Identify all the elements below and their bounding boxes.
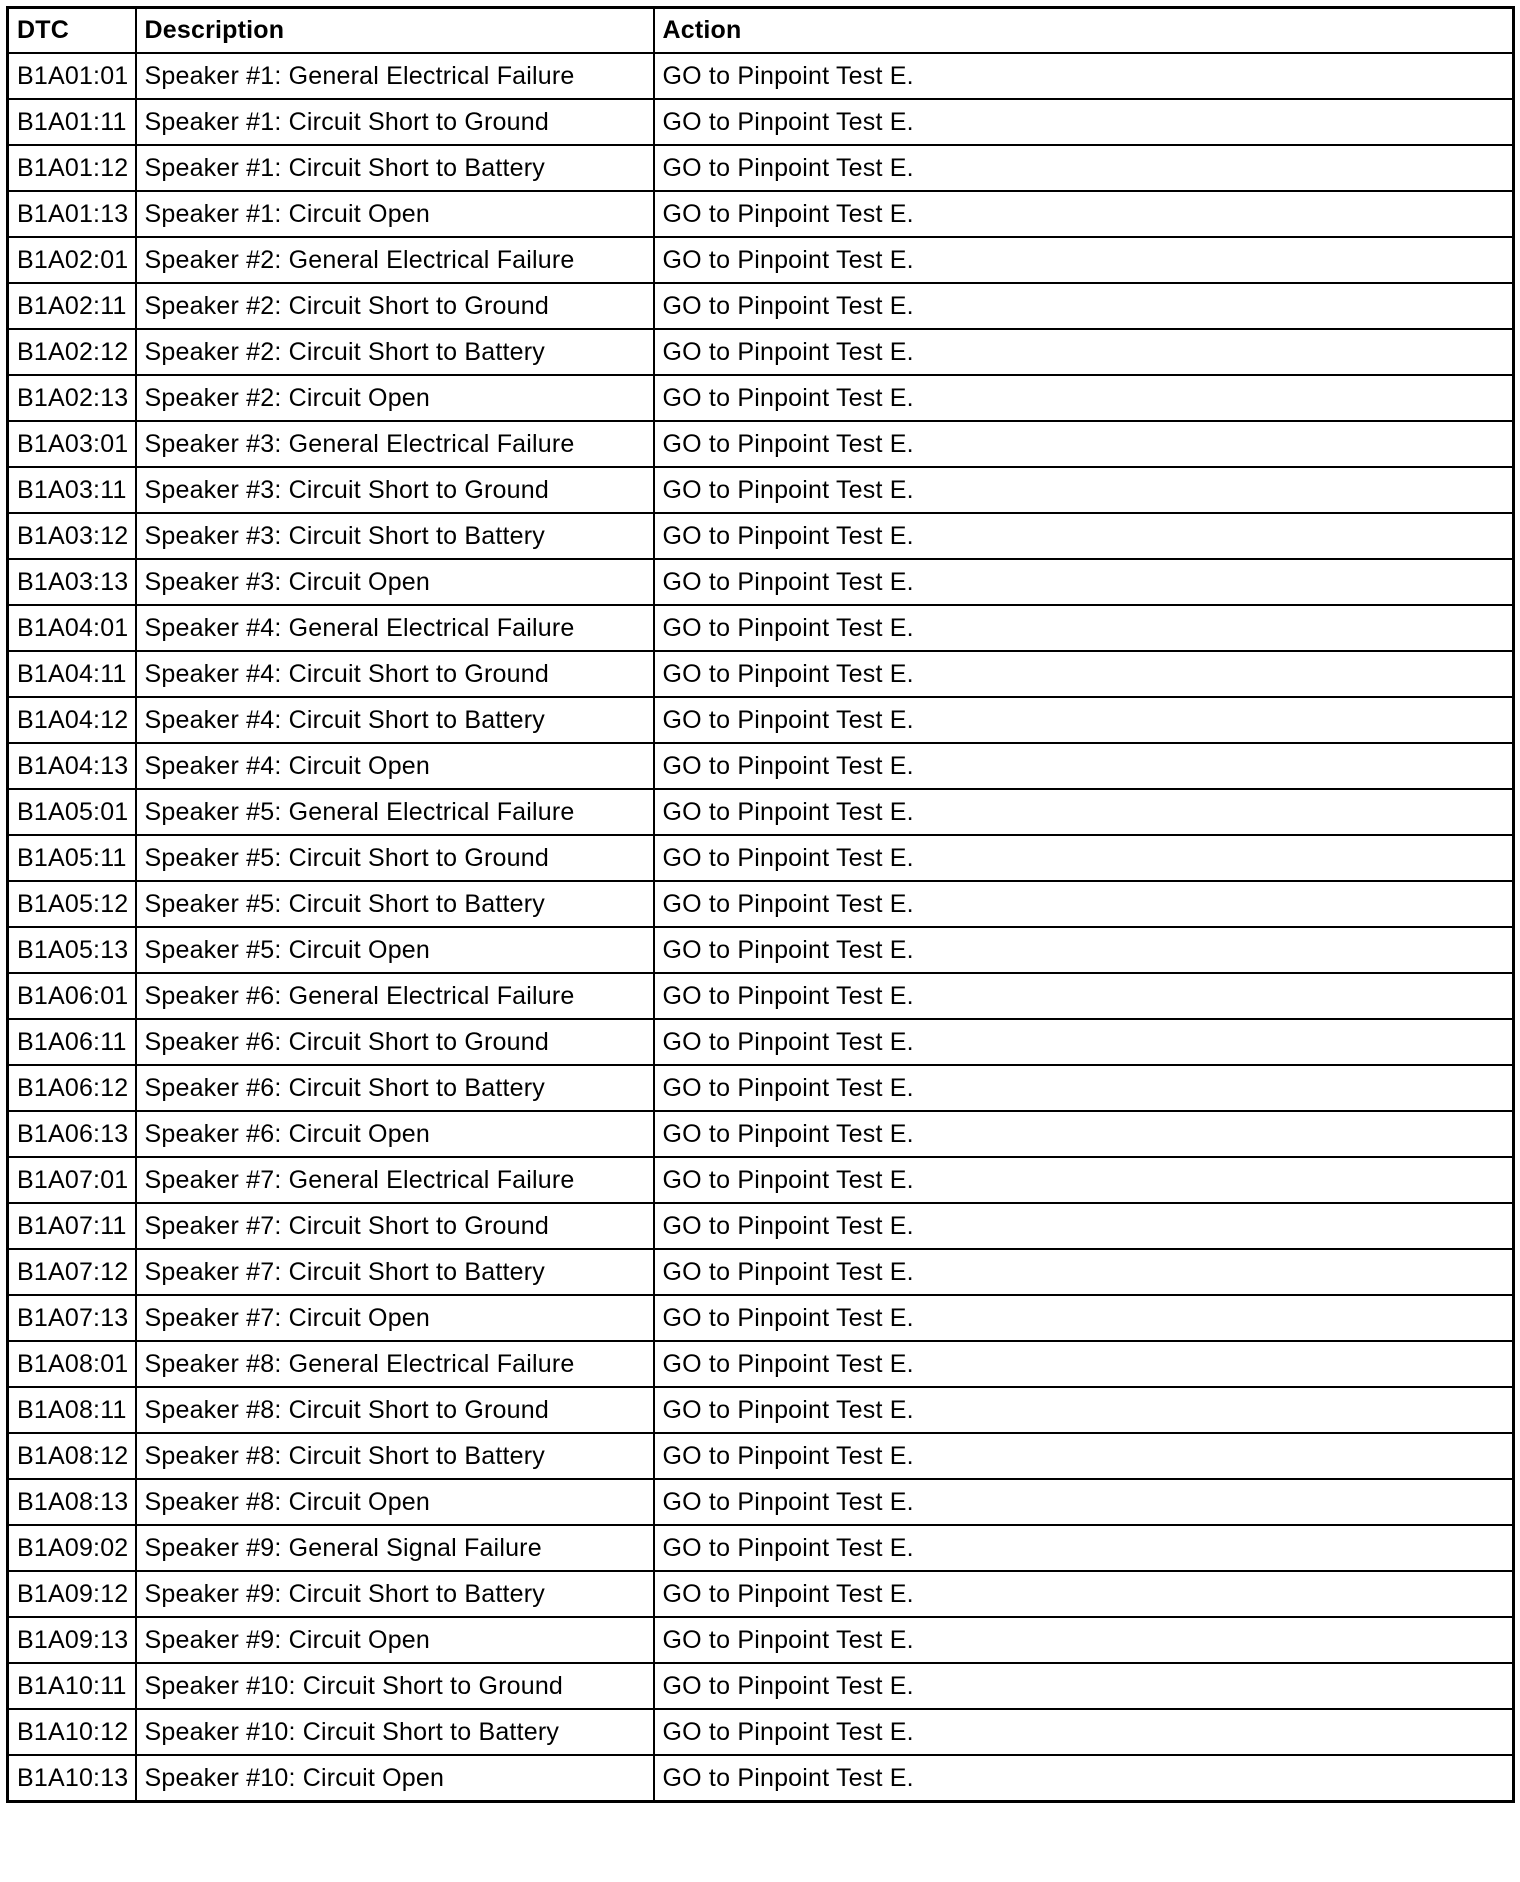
action-cell: GO to Pinpoint Test E. [654, 1111, 1514, 1157]
dtc-cell: B1A03:01 [8, 421, 136, 467]
action-cell: GO to Pinpoint Test E. [654, 1755, 1514, 1802]
table-row [8, 835, 1514, 881]
dtc-cell: B1A09:13 [8, 1617, 136, 1663]
description-cell: Speaker #10: Circuit Short to Battery [136, 1709, 654, 1755]
action-cell: GO to Pinpoint Test E. [654, 1433, 1514, 1479]
action-cell: GO to Pinpoint Test E. [654, 1387, 1514, 1433]
dtc-table [6, 6, 1515, 1803]
dtc-cell: B1A09:02 [8, 1525, 136, 1571]
action-cell: GO to Pinpoint Test E. [654, 1479, 1514, 1525]
table-row [8, 1571, 1514, 1617]
description-cell: Speaker #5: Circuit Short to Ground [136, 835, 654, 881]
dtc-cell: B1A10:12 [8, 1709, 136, 1755]
dtc-cell: B1A04:12 [8, 697, 136, 743]
action-cell: GO to Pinpoint Test E. [654, 145, 1514, 191]
action-cell: GO to Pinpoint Test E. [654, 513, 1514, 559]
table-row [8, 1387, 1514, 1433]
dtc-cell: B1A01:12 [8, 145, 136, 191]
table-row [8, 1755, 1514, 1802]
table-row [8, 513, 1514, 559]
description-cell: Speaker #7: Circuit Short to Battery [136, 1249, 654, 1295]
table-row [8, 973, 1514, 1019]
action-cell: GO to Pinpoint Test E. [654, 605, 1514, 651]
table-row [8, 1065, 1514, 1111]
header-row [8, 8, 1514, 54]
table-row [8, 605, 1514, 651]
table-row [8, 99, 1514, 145]
description-cell: Speaker #8: Circuit Short to Battery [136, 1433, 654, 1479]
dtc-cell: B1A02:11 [8, 283, 136, 329]
description-cell: Speaker #4: General Electrical Failure [136, 605, 654, 651]
description-cell: Speaker #3: General Electrical Failure [136, 421, 654, 467]
table-row [8, 53, 1514, 99]
description-cell: Speaker #5: Circuit Open [136, 927, 654, 973]
dtc-cell: B1A07:13 [8, 1295, 136, 1341]
description-cell: Speaker #1: Circuit Short to Ground [136, 99, 654, 145]
dtc-cell: B1A08:12 [8, 1433, 136, 1479]
action-cell: GO to Pinpoint Test E. [654, 697, 1514, 743]
dtc-cell: B1A01:13 [8, 191, 136, 237]
table-body [8, 53, 1514, 1802]
dtc-cell: B1A06:13 [8, 1111, 136, 1157]
description-cell: Speaker #8: Circuit Open [136, 1479, 654, 1525]
action-cell: GO to Pinpoint Test E. [654, 191, 1514, 237]
description-cell: Speaker #2: Circuit Open [136, 375, 654, 421]
column-header-description: Description [136, 8, 654, 54]
description-cell: Speaker #1: Circuit Open [136, 191, 654, 237]
dtc-cell: B1A04:01 [8, 605, 136, 651]
action-cell: GO to Pinpoint Test E. [654, 375, 1514, 421]
column-header-dtc: DTC [8, 8, 136, 54]
action-cell: GO to Pinpoint Test E. [654, 329, 1514, 375]
table-row [8, 651, 1514, 697]
action-cell: GO to Pinpoint Test E. [654, 99, 1514, 145]
dtc-cell: B1A06:12 [8, 1065, 136, 1111]
description-cell: Speaker #7: General Electrical Failure [136, 1157, 654, 1203]
table-row [8, 789, 1514, 835]
action-cell: GO to Pinpoint Test E. [654, 1295, 1514, 1341]
table-row [8, 467, 1514, 513]
table-row [8, 375, 1514, 421]
dtc-cell: B1A02:12 [8, 329, 136, 375]
dtc-cell: B1A08:01 [8, 1341, 136, 1387]
dtc-cell: B1A05:01 [8, 789, 136, 835]
dtc-cell: B1A06:01 [8, 973, 136, 1019]
table-row [8, 283, 1514, 329]
description-cell: Speaker #9: Circuit Open [136, 1617, 654, 1663]
action-cell: GO to Pinpoint Test E. [654, 1663, 1514, 1709]
description-cell: Speaker #7: Circuit Short to Ground [136, 1203, 654, 1249]
action-cell: GO to Pinpoint Test E. [654, 1065, 1514, 1111]
action-cell: GO to Pinpoint Test E. [654, 237, 1514, 283]
table-header [8, 8, 1514, 54]
description-cell: Speaker #5: General Electrical Failure [136, 789, 654, 835]
table-row [8, 1709, 1514, 1755]
action-cell: GO to Pinpoint Test E. [654, 53, 1514, 99]
dtc-cell: B1A05:11 [8, 835, 136, 881]
description-cell: Speaker #4: Circuit Short to Battery [136, 697, 654, 743]
table-row [8, 1295, 1514, 1341]
table-row [8, 1479, 1514, 1525]
action-cell: GO to Pinpoint Test E. [654, 1249, 1514, 1295]
dtc-cell: B1A01:01 [8, 53, 136, 99]
table-row [8, 927, 1514, 973]
dtc-cell: B1A05:13 [8, 927, 136, 973]
description-cell: Speaker #6: General Electrical Failure [136, 973, 654, 1019]
description-cell: Speaker #2: General Electrical Failure [136, 237, 654, 283]
dtc-cell: B1A03:12 [8, 513, 136, 559]
description-cell: Speaker #3: Circuit Short to Battery [136, 513, 654, 559]
action-cell: GO to Pinpoint Test E. [654, 1617, 1514, 1663]
table-row [8, 1617, 1514, 1663]
description-cell: Speaker #5: Circuit Short to Battery [136, 881, 654, 927]
action-cell: GO to Pinpoint Test E. [654, 789, 1514, 835]
table-row [8, 1203, 1514, 1249]
description-cell: Speaker #4: Circuit Short to Ground [136, 651, 654, 697]
table-row [8, 743, 1514, 789]
action-cell: GO to Pinpoint Test E. [654, 927, 1514, 973]
dtc-cell: B1A10:13 [8, 1755, 136, 1802]
table-row [8, 881, 1514, 927]
table-row [8, 697, 1514, 743]
description-cell: Speaker #8: Circuit Short to Ground [136, 1387, 654, 1433]
table-row [8, 1433, 1514, 1479]
action-cell: GO to Pinpoint Test E. [654, 1709, 1514, 1755]
table-row [8, 1249, 1514, 1295]
description-cell: Speaker #6: Circuit Short to Ground [136, 1019, 654, 1065]
action-cell: GO to Pinpoint Test E. [654, 651, 1514, 697]
description-cell: Speaker #2: Circuit Short to Ground [136, 283, 654, 329]
description-cell: Speaker #7: Circuit Open [136, 1295, 654, 1341]
dtc-cell: B1A04:11 [8, 651, 136, 697]
table-row [8, 1525, 1514, 1571]
description-cell: Speaker #1: Circuit Short to Battery [136, 145, 654, 191]
action-cell: GO to Pinpoint Test E. [654, 835, 1514, 881]
description-cell: Speaker #3: Circuit Open [136, 559, 654, 605]
table-row [8, 191, 1514, 237]
dtc-cell: B1A02:13 [8, 375, 136, 421]
description-cell: Speaker #4: Circuit Open [136, 743, 654, 789]
table-row [8, 1157, 1514, 1203]
description-cell: Speaker #9: General Signal Failure [136, 1525, 654, 1571]
action-cell: GO to Pinpoint Test E. [654, 421, 1514, 467]
action-cell: GO to Pinpoint Test E. [654, 1525, 1514, 1571]
action-cell: GO to Pinpoint Test E. [654, 1571, 1514, 1617]
action-cell: GO to Pinpoint Test E. [654, 881, 1514, 927]
action-cell: GO to Pinpoint Test E. [654, 973, 1514, 1019]
description-cell: Speaker #10: Circuit Short to Ground [136, 1663, 654, 1709]
dtc-cell: B1A08:13 [8, 1479, 136, 1525]
table-row [8, 421, 1514, 467]
table-row [8, 237, 1514, 283]
action-cell: GO to Pinpoint Test E. [654, 1157, 1514, 1203]
action-cell: GO to Pinpoint Test E. [654, 559, 1514, 605]
dtc-cell: B1A01:11 [8, 99, 136, 145]
description-cell: Speaker #2: Circuit Short to Battery [136, 329, 654, 375]
description-cell: Speaker #9: Circuit Short to Battery [136, 1571, 654, 1617]
dtc-cell: B1A08:11 [8, 1387, 136, 1433]
description-cell: Speaker #6: Circuit Open [136, 1111, 654, 1157]
action-cell: GO to Pinpoint Test E. [654, 1019, 1514, 1065]
action-cell: GO to Pinpoint Test E. [654, 743, 1514, 789]
table-row [8, 145, 1514, 191]
table-row [8, 329, 1514, 375]
dtc-cell: B1A02:01 [8, 237, 136, 283]
dtc-cell: B1A04:13 [8, 743, 136, 789]
dtc-cell: B1A10:11 [8, 1663, 136, 1709]
dtc-cell: B1A07:12 [8, 1249, 136, 1295]
dtc-cell: B1A06:11 [8, 1019, 136, 1065]
description-cell: Speaker #3: Circuit Short to Ground [136, 467, 654, 513]
description-cell: Speaker #10: Circuit Open [136, 1755, 654, 1802]
table-row [8, 1111, 1514, 1157]
table-row [8, 1341, 1514, 1387]
table-row [8, 559, 1514, 605]
description-cell: Speaker #1: General Electrical Failure [136, 53, 654, 99]
dtc-cell: B1A09:12 [8, 1571, 136, 1617]
action-cell: GO to Pinpoint Test E. [654, 1203, 1514, 1249]
action-cell: GO to Pinpoint Test E. [654, 1341, 1514, 1387]
dtc-cell: B1A03:13 [8, 559, 136, 605]
column-header-action: Action [654, 8, 1514, 54]
table-row [8, 1663, 1514, 1709]
dtc-cell: B1A07:01 [8, 1157, 136, 1203]
dtc-cell: B1A05:12 [8, 881, 136, 927]
description-cell: Speaker #6: Circuit Short to Battery [136, 1065, 654, 1111]
table-row [8, 1019, 1514, 1065]
dtc-cell: B1A03:11 [8, 467, 136, 513]
description-cell: Speaker #8: General Electrical Failure [136, 1341, 654, 1387]
action-cell: GO to Pinpoint Test E. [654, 467, 1514, 513]
action-cell: GO to Pinpoint Test E. [654, 283, 1514, 329]
dtc-cell: B1A07:11 [8, 1203, 136, 1249]
dtc-table-container [6, 6, 1512, 1803]
